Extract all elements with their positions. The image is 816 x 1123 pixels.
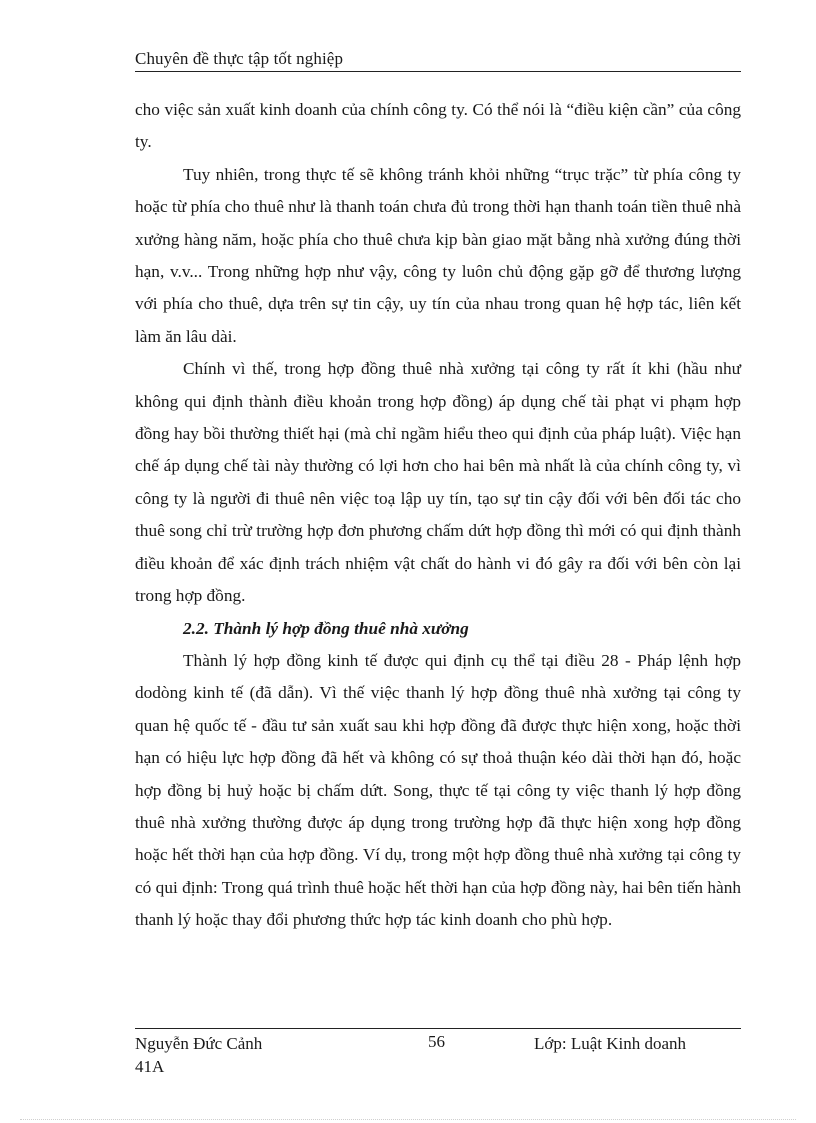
footer-author: Nguyễn Đức Cảnh — [135, 1034, 263, 1053]
paragraph-penalties: Chính vì thế, trong hợp đồng thuê nhà xưởng tại công ty rất ít khi (hầu như không qui định thành điều khoản trong hợp đồng) áp dụng chế tài phạt vi phạm hợp đồng hay bồi thường thiết hại (mà chỉ ngầm hiểu theo qui định của pháp luật). Việc hạn chế áp dụng chế tài này thường có lợi hơn cho hai bên mà nhất là của chính công ty, vì công ty là người đi thuê nên việc toạ lập uy tín, tạo sự tin cậy đối với bên đối tác cho thuê song chỉ trừ trường hợp đơn phương chấm dứt hợp đồng thì mới có qui định thành điều khoản để xác định trách nhiệm vật chất do hành vi đó gây ra đối với bên còn lại trong hợp đồng. — [135, 359, 741, 606]
footer-class-code: 41A — [135, 1057, 165, 1076]
page-number: 56 — [428, 1032, 445, 1051]
section-heading: 2.2. Thành lý hợp đồng thuê nhà xưởng — [183, 618, 469, 638]
footer-class: Lớp: Luật Kinh doanh — [534, 1034, 687, 1053]
footer-divider — [135, 1028, 741, 1029]
page-edge-divider — [20, 1119, 796, 1120]
running-header: Chuyên đề thực tập tốt nghiệp — [135, 48, 741, 72]
paragraph-liquidation: Thành lý hợp đồng kinh tế được qui định cụ thể tại điều 28 - Pháp lệnh hợp dodòng kinh tế (đã dẫn). Vì thế việc thanh lý hợp đồng thuê nhà xưởng tại công ty quan hệ quốc tế - đầu tư sản xuất sau khi hợp đồng đã được thực hiện xong, hoặc thời hạn có hiệu lực hợp đồng đã hết và không có sự thoả thuận kéo dài thời hạn đó, hoặc hợp đồng bị huỷ hoặc bị chấm dứt. Song, thực tế tại công ty việc thanh lý hợp đồng thuê nhà xưởng thường được áp dụng trong trường hợp đã thực hiện xong hợp đồng hoặc hết thời hạn của hợp đồng. Ví dụ, trong một hợp đồng thuê nhà xưởng tại công ty có qui định: Trong quá trình thuê hoặc hết thời hạn của hợp đồng này, hai bên tiến hành thanh lý hoặc thay đổi phương thức hợp tác kinh doanh cho phù hợp. — [135, 650, 741, 930]
paragraph-issues: Tuy nhiên, trong thực tế sẽ không tránh khỏi những “trục trặc” từ phía công ty hoặc từ phía cho thuê như là thanh toán chưa đủ trong thời hạn thanh toán tiền thuê nhà xưởng hàng năm, hoặc phía cho thuê chưa kịp bàn giao mặt bằng nhà xưởng đúng thời hạn, v.v... Trong những hợp như vậy, công ty luôn chủ động gặp gỡ để thương lượng với phía cho thuê, dựa trên sự tin cậy, uy tín của nhau trong quan hệ hợp tác, liên kết làm ăn lâu dài. — [135, 164, 741, 346]
body-text — [135, 94, 741, 937]
paragraph-continuation: cho việc sản xuất kinh doanh của chính công ty. Có thể nói là “điều kiện cần” của công ty. — [135, 100, 741, 152]
